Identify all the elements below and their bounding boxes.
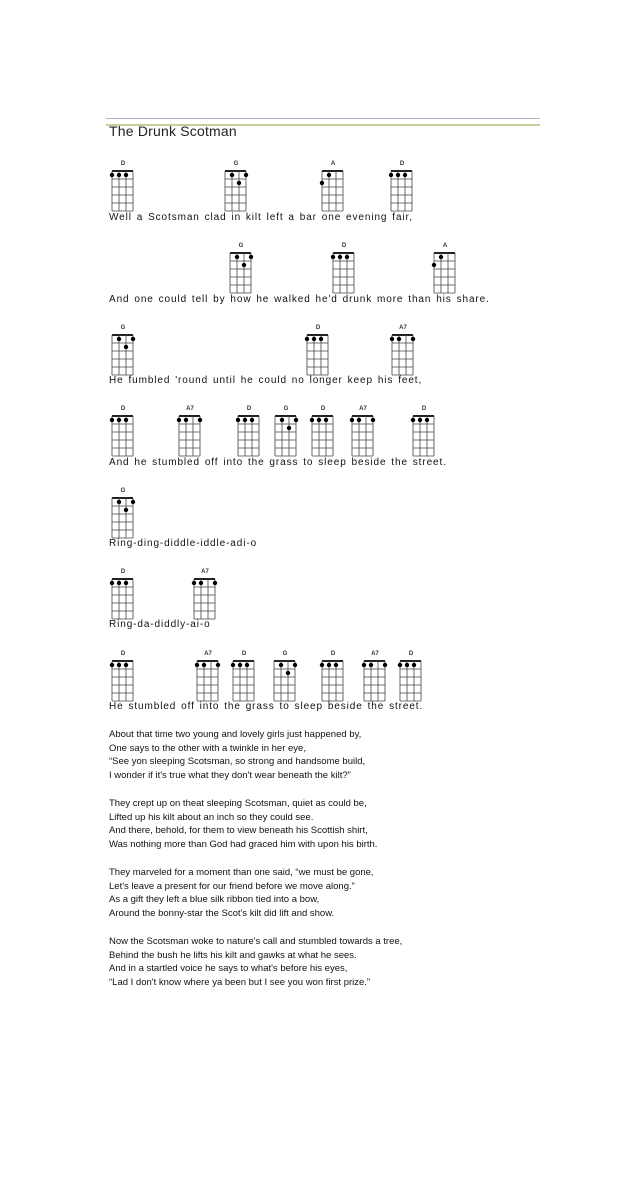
chord-nut	[392, 334, 413, 336]
chord-nut	[230, 252, 251, 254]
chord-grid	[388, 333, 418, 379]
chord-name: G	[282, 651, 288, 657]
chord-finger-dot	[244, 173, 248, 177]
chord-name: A7	[186, 406, 194, 412]
chord-finger-dot	[405, 663, 409, 667]
chord-nut	[225, 170, 246, 172]
chord-grid	[318, 659, 348, 705]
verse-line: They crept up on theat sleeping Scotsman, quiet as could be,	[109, 798, 367, 809]
chord-nut	[112, 660, 133, 662]
chord-finger-dot	[124, 663, 128, 667]
chord-finger-dot	[310, 418, 314, 422]
chord-finger-dot	[319, 337, 323, 341]
chord-finger-dot	[237, 181, 241, 185]
chord-grid	[108, 169, 138, 215]
chord-finger-dot	[192, 581, 196, 585]
chord-nut	[364, 660, 385, 662]
chord-grid	[430, 251, 460, 297]
chord-grid	[318, 169, 348, 215]
chord-name: D	[399, 161, 405, 167]
chord-nut	[179, 415, 200, 417]
chord-diagram	[387, 160, 417, 220]
chord-nut	[434, 252, 455, 254]
chord-finger-dot	[117, 581, 121, 585]
chord-finger-dot	[230, 173, 234, 177]
chord-finger-dot	[117, 173, 121, 177]
chord-grid	[271, 414, 301, 460]
chord-finger-dot	[294, 418, 298, 422]
chord-finger-dot	[286, 671, 290, 675]
verse-line: They marveled for a moment than one said, “we must be gone,	[109, 867, 374, 878]
chord-finger-dot	[389, 173, 393, 177]
chord-finger-dot	[287, 426, 291, 430]
chord-finger-dot	[293, 663, 297, 667]
chord-grid	[221, 169, 251, 215]
chord-name: D	[246, 406, 252, 412]
chord-finger-dot	[213, 581, 217, 585]
chord-name: D	[120, 651, 126, 657]
chord-finger-dot	[131, 500, 135, 504]
chord-grid	[229, 659, 259, 705]
chord-grid	[360, 659, 390, 705]
chord-nut	[322, 660, 343, 662]
chord-grid	[270, 659, 300, 705]
chord-name: D	[421, 406, 427, 412]
verse-line: “See yon sleeping Scotsman, so strong and handsome build,	[109, 756, 366, 768]
chord-finger-dot	[124, 581, 128, 585]
chord-finger-dot	[124, 345, 128, 349]
chord-nut	[197, 660, 218, 662]
chord-finger-dot	[250, 418, 254, 422]
chord-name: A7	[201, 569, 209, 575]
chord-name: A7	[371, 651, 379, 657]
chord-finger-dot	[117, 418, 121, 422]
chord-name: G	[283, 406, 289, 412]
chord-nut	[391, 170, 412, 172]
song-title: The Drunk Scotman	[109, 123, 237, 139]
chord-finger-dot	[425, 418, 429, 422]
chord-nut	[275, 415, 296, 417]
chord-name: A	[330, 161, 336, 167]
chord-diagram	[409, 405, 439, 465]
chord-finger-dot	[383, 663, 387, 667]
chord-finger-dot	[236, 418, 240, 422]
chord-finger-dot	[411, 418, 415, 422]
chord-nut	[400, 660, 421, 662]
chord-finger-dot	[110, 663, 114, 667]
chord-finger-dot	[110, 581, 114, 585]
lyric-line: Well a Scotsman clad in kilt left a bar one evening fair,	[109, 212, 413, 223]
header-rule-top	[106, 118, 540, 119]
chord-name: D	[120, 406, 126, 412]
chord-nut	[233, 660, 254, 662]
chord-nut	[238, 415, 259, 417]
chord-grid	[108, 333, 138, 379]
verse-line: And in a startled voice he says to what's before his eyes,	[109, 963, 348, 975]
verse-line: Now the Scotsman woke to nature's call and stumbled towards a tree,	[109, 936, 403, 947]
chord-name: D	[341, 243, 347, 249]
chord-name: G	[233, 161, 239, 167]
chord-finger-dot	[235, 255, 239, 259]
chord-finger-dot	[242, 263, 246, 267]
chord-diagram	[430, 242, 460, 302]
chord-finger-dot	[320, 181, 324, 185]
verse-line: As a gift they left a blue silk ribbon tied into a bow,	[109, 894, 320, 906]
chord-grid	[303, 333, 333, 379]
chord-finger-dot	[238, 663, 242, 667]
chord-grid	[348, 414, 378, 460]
chord-diagram	[226, 242, 256, 302]
verse-line: Around the bonny-star the Scot's kilt did lift and show.	[109, 907, 335, 919]
chord-finger-dot	[177, 418, 181, 422]
chord-diagram	[318, 160, 348, 220]
lyric-line: Ring-da-diddly-ai-o	[109, 619, 211, 630]
chord-finger-dot	[305, 337, 309, 341]
chord-grid	[329, 251, 359, 297]
chord-name: D	[120, 569, 126, 575]
chord-finger-dot	[324, 418, 328, 422]
chord-finger-dot	[362, 663, 366, 667]
verse-line: I wonder if it's true what they don't wear beneath the kilt?”	[109, 769, 351, 781]
chord-finger-dot	[243, 418, 247, 422]
chord-diagram	[348, 405, 378, 465]
chord-finger-dot	[418, 418, 422, 422]
chord-grid	[175, 414, 205, 460]
chord-name: D	[330, 651, 336, 657]
chord-finger-dot	[320, 663, 324, 667]
verse-line: And there, behold, for them to view beneath his Scottish shirt,	[109, 825, 368, 837]
lyric-line: And he stumbled off into the grass to sleep beside the street.	[109, 457, 447, 468]
chord-finger-dot	[110, 173, 114, 177]
chord-name: D	[120, 161, 126, 167]
chord-nut	[112, 170, 133, 172]
verse-line: Was nothing more than God had graced him with upon his birth.	[109, 838, 378, 850]
chord-finger-dot	[411, 337, 415, 341]
chord-grid	[190, 577, 220, 623]
chord-nut	[413, 415, 434, 417]
chord-grid	[308, 414, 338, 460]
chord-finger-dot	[371, 418, 375, 422]
chord-finger-dot	[369, 663, 373, 667]
verse-line: Let's leave a present for our friend before we move along.”	[109, 880, 355, 892]
chord-name: G	[120, 325, 126, 331]
chord-name: A7	[359, 406, 367, 412]
chord-name: D	[241, 651, 247, 657]
chord-finger-dot	[131, 337, 135, 341]
chord-finger-dot	[249, 255, 253, 259]
chord-finger-dot	[110, 418, 114, 422]
chord-diagram	[271, 405, 301, 465]
chord-finger-dot	[312, 337, 316, 341]
chord-finger-dot	[398, 663, 402, 667]
chord-nut	[194, 578, 215, 580]
chord-diagram	[175, 405, 205, 465]
chord-finger-dot	[327, 663, 331, 667]
chord-diagram	[329, 242, 359, 302]
chord-nut	[112, 497, 133, 499]
chord-grid	[108, 659, 138, 705]
verse	[109, 797, 377, 851]
chord-grid	[396, 659, 426, 705]
chord-finger-dot	[279, 663, 283, 667]
chord-finger-dot	[124, 508, 128, 512]
chord-finger-dot	[184, 418, 188, 422]
verse	[109, 866, 374, 920]
verse-line: Lifted up his kilt about an inch so they could see.	[109, 811, 314, 823]
chord-diagram	[108, 405, 138, 465]
chord-diagram	[221, 160, 251, 220]
chord-nut	[274, 660, 295, 662]
chord-finger-dot	[350, 418, 354, 422]
chord-finger-dot	[432, 263, 436, 267]
chord-nut	[112, 415, 133, 417]
chord-grid	[108, 496, 138, 542]
chord-finger-dot	[397, 337, 401, 341]
chord-finger-dot	[334, 663, 338, 667]
chord-finger-dot	[327, 173, 331, 177]
chord-finger-dot	[280, 418, 284, 422]
verse-line: “Lad I don't know where ya been but I see you won first prize.”	[109, 976, 371, 988]
chord-finger-dot	[195, 663, 199, 667]
chord-grid	[409, 414, 439, 460]
chord-nut	[112, 334, 133, 336]
chord-finger-dot	[412, 663, 416, 667]
verse-line: One says to the other with a twinkle in her eye,	[109, 742, 306, 754]
chord-name: A7	[204, 651, 212, 657]
chord-finger-dot	[439, 255, 443, 259]
chord-finger-dot	[338, 255, 342, 259]
chord-finger-dot	[117, 337, 121, 341]
chord-name: G	[238, 243, 244, 249]
chord-name: A7	[399, 325, 407, 331]
chord-diagram	[308, 405, 338, 465]
chord-finger-dot	[198, 418, 202, 422]
lyric-line: He stumbled off into the grass to sleep beside the street.	[109, 701, 424, 712]
chord-name: G	[120, 488, 126, 494]
chord-finger-dot	[396, 173, 400, 177]
chord-nut	[307, 334, 328, 336]
verse	[109, 935, 402, 989]
chord-finger-dot	[202, 663, 206, 667]
chord-nut	[322, 170, 343, 172]
verse-line: Behind the bush he lifts his kilt and gawks at what he sees.	[109, 949, 357, 961]
chord-finger-dot	[216, 663, 220, 667]
chord-grid	[193, 659, 223, 705]
chord-name: D	[320, 406, 326, 412]
chord-grid	[108, 414, 138, 460]
chord-nut	[312, 415, 333, 417]
lyric-line: He fumbled 'round until he could no longer keep his feet,	[109, 375, 423, 386]
lyric-line: And one could tell by how he walked he'd drunk more than his share.	[109, 294, 490, 305]
chord-name: D	[408, 651, 414, 657]
chord-name: D	[315, 325, 321, 331]
verse	[109, 728, 365, 782]
chord-grid	[234, 414, 264, 460]
chord-finger-dot	[199, 581, 203, 585]
lyric-line: Ring-ding-diddle-iddle-adi-o	[109, 538, 258, 549]
chord-finger-dot	[345, 255, 349, 259]
chord-finger-dot	[331, 255, 335, 259]
chord-finger-dot	[117, 500, 121, 504]
chord-finger-dot	[390, 337, 394, 341]
chord-grid	[387, 169, 417, 215]
chord-finger-dot	[245, 663, 249, 667]
chord-diagram	[234, 405, 264, 465]
chord-nut	[333, 252, 354, 254]
chord-diagram	[108, 160, 138, 220]
chord-grid	[108, 577, 138, 623]
verse-line: About that time two young and lovely girls just happened by,	[109, 729, 362, 740]
chord-finger-dot	[117, 663, 121, 667]
chord-finger-dot	[231, 663, 235, 667]
chord-grid	[226, 251, 256, 297]
chord-finger-dot	[317, 418, 321, 422]
chord-finger-dot	[357, 418, 361, 422]
chord-nut	[112, 578, 133, 580]
chord-finger-dot	[403, 173, 407, 177]
chord-finger-dot	[124, 418, 128, 422]
chord-nut	[352, 415, 373, 417]
chord-name: A	[442, 243, 448, 249]
chord-finger-dot	[124, 173, 128, 177]
